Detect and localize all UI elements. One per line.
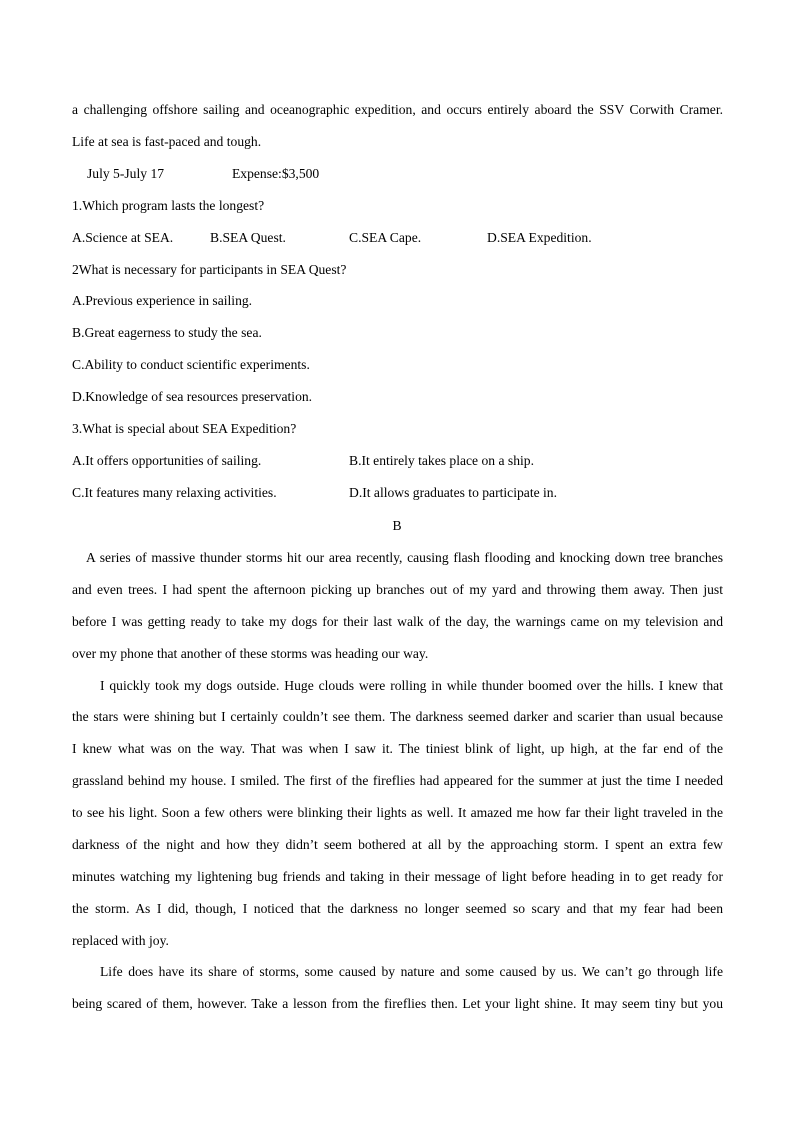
question-3-option-a: A.It offers opportunities of sailing.: [72, 453, 262, 468]
para1-line-2: and even trees. I had spent the afternoon picking up branches out of my yard and throwing them away. Then just: [72, 582, 723, 597]
question-3-option-c: C.It features many relaxing activities.: [72, 485, 277, 500]
para2-line-1: I quickly took my dogs outside. Huge clouds were rolling in while thunder boomed over the hills. I knew that: [100, 678, 723, 693]
para1-line-3: before I was getting ready to take my dogs for their last walk of the day, the warnings came on my television and: [72, 614, 723, 629]
para2-line-3: I knew what was on the way. That was when I saw it. The tiniest blink of light, up high, at the far end of the: [72, 741, 723, 756]
question-2-option-a: A.Previous experience in sailing.: [72, 293, 253, 308]
para2-line-5: to see his light. Soon a few others were blinking their lights as well. It amazed me how far their light traveled in the: [72, 805, 723, 820]
para1-line-4: over my phone that another of these storms was heading our way.: [72, 646, 429, 661]
program-expense: Expense:$3,500: [232, 166, 320, 181]
para3-line-1: Life does have its share of storms, some caused by nature and some caused by us. We can’t go through life: [100, 964, 723, 979]
question-3-option-d: D.It allows graduates to participate in.: [349, 485, 557, 500]
program-dates: July 5-July 17: [87, 166, 165, 181]
question-2-option-b: B.Great eagerness to study the sea.: [72, 325, 262, 340]
para2-line-9: replaced with joy.: [72, 933, 169, 948]
question-2-option-c: C.Ability to conduct scientific experiments.: [72, 357, 310, 372]
para2-line-6: darkness of the night and how they didn’t seem bothered at all by the approaching storm. I spent an extra few: [72, 837, 723, 852]
para3-line-2: being scared of them, however. Take a lesson from the fireflies then. Let your light shine. It may seem tiny but you: [72, 996, 723, 1011]
question-1-option-b: B.SEA Quest.: [210, 230, 286, 245]
question-1-stem: 1.Which program lasts the longest?: [72, 198, 265, 213]
question-3-stem: 3.What is special about SEA Expedition?: [72, 421, 297, 436]
passage-a-line-1: a challenging offshore sailing and oceanographic expedition, and occurs entirely aboard the SSV Corwith Cramer.: [72, 102, 723, 117]
question-3-option-b: B.It entirely takes place on a ship.: [349, 453, 534, 468]
para2-line-4: grassland behind my house. I smiled. The first of the fireflies had appeared for the summer at just the time I needed: [72, 773, 723, 788]
para2-line-8: the storm. As I did, though, I noticed that the darkness no longer seemed so scary and that my fear had been: [72, 901, 723, 916]
para1-line-1: A series of massive thunder storms hit our area recently, causing flash flooding and knocking down tree branches: [86, 550, 723, 565]
question-1-option-d: D.SEA Expedition.: [487, 230, 592, 245]
para2-line-2: the stars were shining but I certainly couldn’t see them. The darkness seemed darker and scarier than usual because: [72, 709, 723, 724]
section-b-heading: B: [392, 518, 402, 533]
question-1-option-c: C.SEA Cape.: [349, 230, 422, 245]
question-1-option-a: A.Science at SEA.: [72, 230, 174, 245]
para2-line-7: minutes watching my lightening bug friends and taking in their message of light before heading in to get ready for: [72, 869, 723, 884]
question-2-stem: 2What is necessary for participants in SEA Quest?: [72, 262, 347, 277]
passage-a-line-2: Life at sea is fast-paced and tough.: [72, 134, 262, 149]
question-2-option-d: D.Knowledge of sea resources preservation.: [72, 389, 313, 404]
